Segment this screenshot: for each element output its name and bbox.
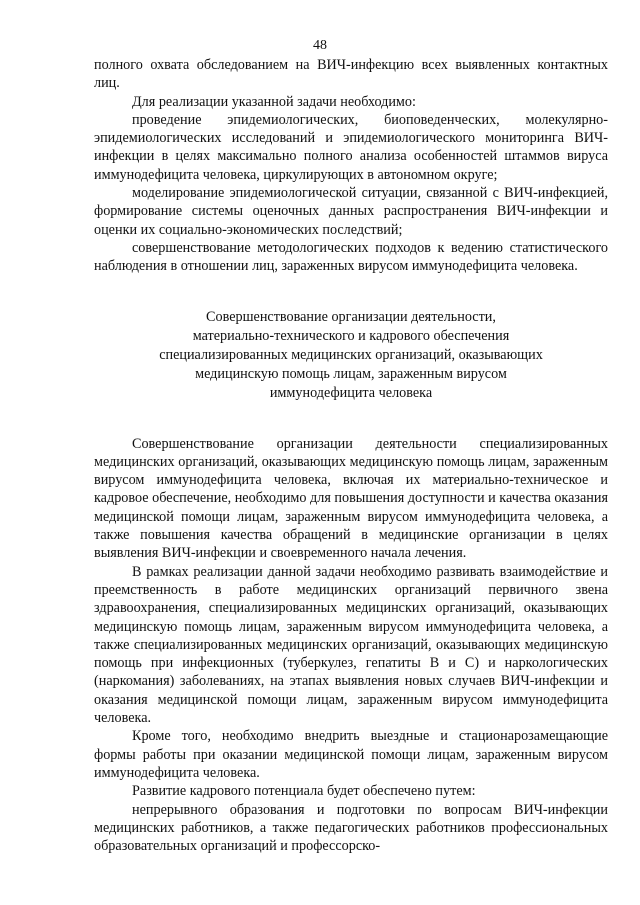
paragraph-continuation: полного охвата обследованием на ВИЧ-инфекцию всех выявленных контактных лиц. bbox=[94, 57, 608, 92]
paragraph-research: проведение эпидемиологических, биоповеденческих, молекулярно-эпидемиологических исследований и эпидемиологического мониторинга ВИЧ-инфекции в целях максимально полного анализа особенностей штаммов вируса иммунодефицита человека, циркулирующих в автономном округе; bbox=[94, 111, 608, 183]
section-heading-line: иммунодефицита человека bbox=[269, 384, 433, 401]
section-heading-line: Совершенствование организации деятельности, bbox=[206, 308, 496, 325]
paragraph-staff-intro: Развитие кадрового потенциала будет обеспечено путем: bbox=[132, 783, 476, 800]
paragraph-outpatient-forms: Кроме того, необходимо внедрить выездные и стационарозамещающие формы работы при оказании медицинской помощи лицам, зараженным вирусом иммунодефицита человека. bbox=[94, 728, 608, 781]
paragraph-statistics: совершенствование методологических подходов к ведению статистического наблюдения в отношении лиц, зараженных вирусом иммунодефицита человека. bbox=[94, 239, 608, 275]
paragraph-task-intro: Для реализации указанной задачи необходимо: bbox=[132, 93, 416, 110]
paragraph-organization: Совершенствование организации деятельности специализированных медицинских организаций, оказывающих медицинскую помощь лицам, зараженным вирусом иммунодефицита человека, включая их материально-техническое и кадровое обеспечение, необходимо для повышения доступности и качества оказания медицинской помощи лицам, зараженным вирусом иммунодефицита человека, а также повышения качества обращений в медицинские организации в целях выявления ВИЧ-инфекции и своевременного начала лечения. bbox=[94, 435, 609, 562]
page-number: 48 bbox=[313, 38, 327, 53]
section-heading-line: специализированных медицинских организаций, оказывающих bbox=[159, 346, 543, 363]
page-content bbox=[94, 56, 608, 855]
paragraph-interaction: В рамках реализации данной задачи необходимо развивать взаимодействие и преемственность в работе медицинских организаций первичного звена здравоохранения, специализированных медицинских организаций, оказывающих медицинскую помощь лицам, зараженным вирусом иммунодефицита человека, а также специализированных медицинских организаций, оказывающих медицинскую помощь при инфекционных (туберкулез, гепатиты В и С) и наркологических (наркомания) заболеваниях, на этапах выявления новых случаев ВИЧ-инфекции и оказания медицинской помощи лицам, зараженным вирусом иммунодефицита человека. bbox=[94, 563, 608, 727]
section-heading bbox=[94, 308, 608, 403]
paragraph-modeling: моделирование эпидемиологической ситуации, связанной с ВИЧ-инфекцией, формирование системы оценочных данных распространения ВИЧ-инфекции и оценки их социально-экономических последствий; bbox=[94, 185, 608, 238]
paragraph-education: непрерывного образования и подготовки по вопросам ВИЧ-инфекции медицинских работников, а также педагогических работников профессиональных образовательных организаций и профессорско- bbox=[94, 801, 608, 855]
section-heading-line: материально-технического и кадрового обеспечения bbox=[192, 327, 510, 344]
section-heading-line: медицинскую помощь лицам, зараженным вирусом bbox=[195, 365, 507, 382]
